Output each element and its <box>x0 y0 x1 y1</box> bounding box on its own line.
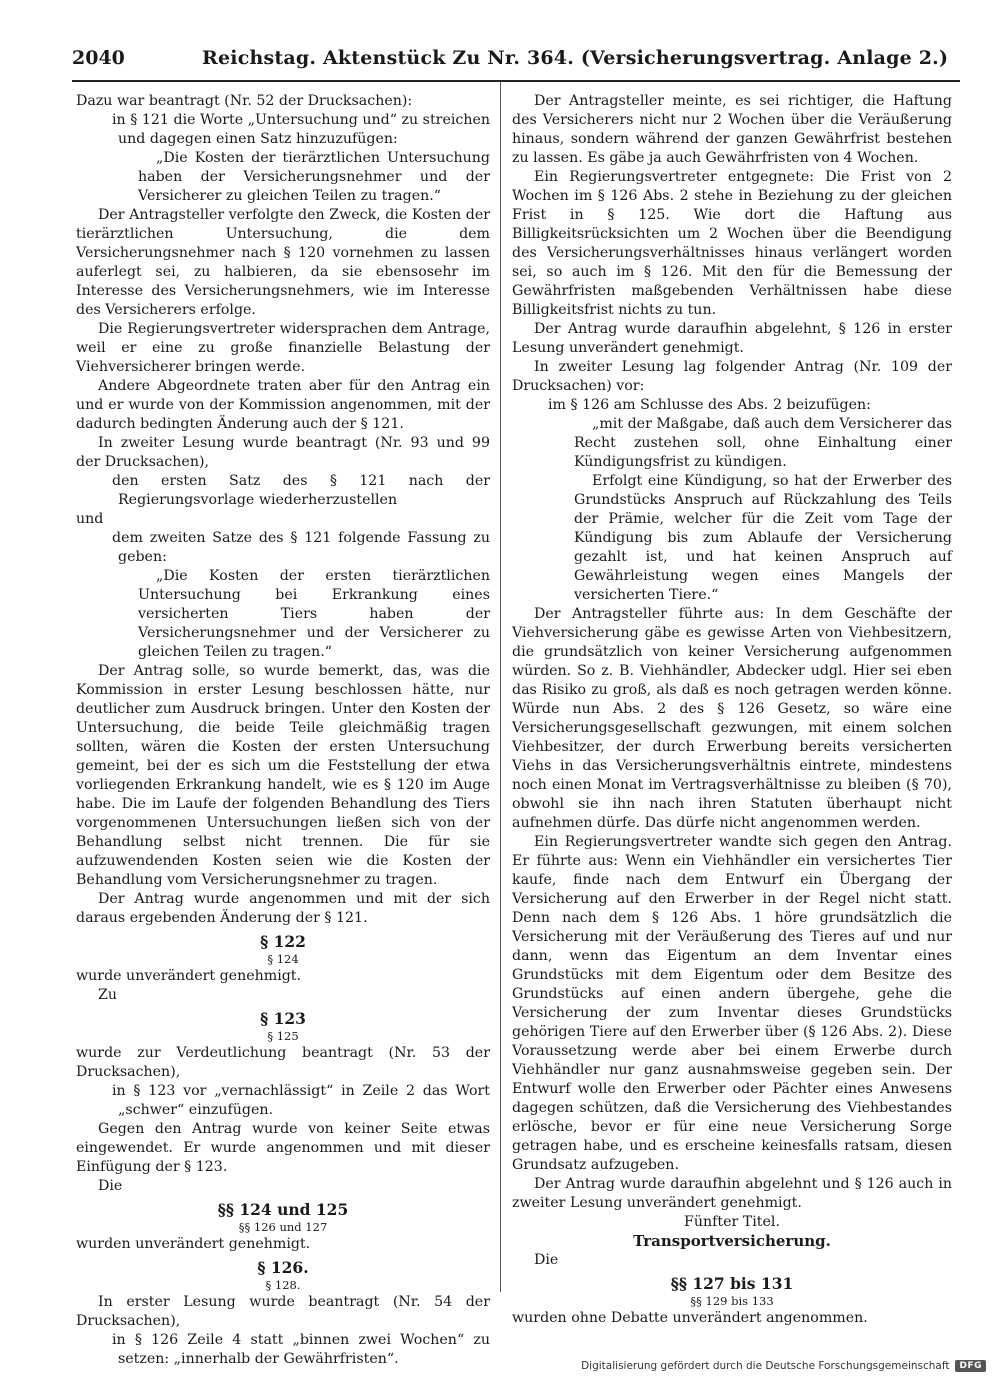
right-column <box>512 92 952 1328</box>
paragraph: wurde unverändert genehmigt. <box>76 968 302 984</box>
column-divider <box>500 82 501 1292</box>
page-header <box>72 47 960 77</box>
paragraph: Fünfter Titel. <box>684 1214 780 1230</box>
section-subheading: § 125 <box>267 1029 299 1043</box>
paragraph: Zu <box>98 987 117 1003</box>
section-heading: § 122 <box>260 932 306 951</box>
paragraph: Erfolgt eine Kündigung, so hat der Erwerber des Grundstücks Anspruch auf Rückzahlung des Teils der Prämie, welcher für die Zeit vom Tage der Kündigung bis zum Ablaufe der Versicherung gezahlt ist, und hat keinen Anspruch auf Gewährleistung wegen eines Mangels der versicherten Tiere.“ <box>574 473 952 603</box>
section-heading: § 126. <box>257 1258 309 1277</box>
paragraph: „Die Kosten der tierärztlichen Untersuchung haben der Versicherungsnehmer und der Versicherer zu gleichen Teilen zu tragen.“ <box>138 150 490 204</box>
paragraph: dem zweiten Satze des § 121 folgende Fassung zu geben: <box>112 530 490 565</box>
running-title: Reichstag. Aktenstück Zu Nr. 364. (Versicherungsvertrag. Anlage 2.) <box>202 47 949 69</box>
paragraph: In erster Lesung wurde beantragt (Nr. 54 der Drucksachen), <box>76 1294 490 1329</box>
paragraph: Der Antrag solle, so wurde bemerkt, das, was die Kommission in erster Lesung beschlossen hätte, nur deutlicher zum Ausdruck bringen. Unter den Kosten der Untersuchung, die beide Teile gleichmäßig tragen sollten, wären die Kosten der ersten Untersuchung gemeint, bei der es sich um die Feststellung der etwa vorliegenden Erkrankung handelt, wie es § 120 im Auge habe. Die im Laufe der folgenden Behandlung des Tiers vorgenommenen Untersuchungen ließen sich von der Behandlung selbst nicht trennen. Die für sie aufzuwendenden Kosten seien wie die Kosten der Behandlung vom Versicherungsnehmer zu tragen. <box>76 663 490 888</box>
paragraph: in § 123 vor „vernachlässigt“ in Zeile 2 das Wort „schwer“ einzufügen. <box>112 1083 490 1118</box>
paragraph: Ein Regierungsvertreter wandte sich gegen den Antrag. Er führte aus: Wenn ein Viehhändler ein versichertes Tier kaufe, finde nach dem Entwurf ein Übergang der Versicherung auf den Erwerber in der Regel nicht statt. Denn nach dem § 126 Abs. 1 höre grundsätzlich die Versicherung mit der Veräußerung des Tieres auf und nur dann, wenn das Eigentum an dem Inventar eines Grundstücks mit dem Eigentum oder dem Besitze des Grundstücks auf einen andern übergehe, gehe die Versicherung der zum Inventar dieses Grundstücks gehörigen Tiere auf den Erwerber über (§ 126 Abs. 2). Diese Voraussetzung werde aber bei einem Erwerbe durch Viehhändler nur ganz ausnahmsweise gegeben sein. Der Entwurf wolle den Erwerber oder Pächter eines Anwesens dagegen schützen, daß die Versicherung des Viehbestandes erlösche, bevor er für eine neue Versicherung Sorge getragen habe, und es erscheine keinesfalls ratsam, diesen Grundsatz aufzugeben. <box>512 834 952 1173</box>
paragraph: Ein Regierungsvertreter entgegnete: Die Frist von 2 Wochen im § 126 Abs. 2 stehe in Beziehung zu der gleichen Frist in § 125. Wie dort die Haftung aus Billigkeitsrücksichten um 2 Wochen über die Beendigung des Versicherungsverhältnisses hinaus verlängert worden sei, so auch im § 126. Mit den für die Bemessung der Gewährfristen maßgebenden Verhältnissen habe diese Billigkeitsfrist nichts zu tun. <box>512 169 952 318</box>
paragraph: Die <box>534 1252 559 1268</box>
paragraph: und <box>76 511 104 527</box>
paragraph: Dazu war beantragt (Nr. 52 der Drucksachen): <box>76 93 413 109</box>
section-heading: §§ 127 bis 131 <box>670 1274 794 1293</box>
left-column <box>76 92 490 1369</box>
paragraph: in § 121 die Worte „Untersuchung und“ zu streichen und dagegen einen Satz hinzuzufügen: <box>112 112 490 147</box>
section-subheading: §§ 126 und 127 <box>238 1220 328 1234</box>
paragraph: den ersten Satz des § 121 nach der Regierungsvorlage wiederherzustellen <box>112 473 490 508</box>
header-rule <box>72 80 960 82</box>
paragraph: Gegen den Antrag wurde von keiner Seite etwas eingewendet. Er wurde angenommen und mit dieser Einfügung der § 123. <box>76 1121 490 1175</box>
footer-text: Digitalisierung gefördert durch die Deutsche Forschungsgemeinschaft <box>581 1360 950 1372</box>
paragraph: Der Antrag wurde daraufhin abgelehnt und § 126 auch in zweiter Lesung unverändert genehmigt. <box>512 1176 952 1211</box>
section-subheading: § 124 <box>267 952 299 966</box>
paragraph: Andere Abgeordnete traten aber für den Antrag ein und er wurde von der Kommission angenommen, mit der dadurch bedingten Änderung auch der § 121. <box>76 378 490 432</box>
paragraph: Transportversicherung. <box>633 1232 831 1250</box>
footer-credit <box>581 1360 986 1372</box>
paragraph: „mit der Maßgabe, daß auch dem Versicherer das Recht zustehen soll, ohne Einhaltung einer Kündigungsfrist zu kündigen. <box>574 416 952 470</box>
paragraph: wurden unverändert genehmigt. <box>76 1236 311 1252</box>
paragraph: Der Antragsteller meinte, es sei richtiger, die Haftung des Versicherers nicht nur 2 Wochen über die Veräußerung hinaus, sondern während der ganzen Gewährfrist bestehen zu lassen. Es gäbe ja auch Gewährfristen von 4 Wochen. <box>512 93 952 166</box>
paragraph: „Die Kosten der ersten tierärztlichen Untersuchung bei Erkrankung eines versicherten Tiers haben der Versicherungsnehmer und der Versicherer zu gleichen Teilen zu tragen.“ <box>138 568 490 660</box>
section-subheading: § 128. <box>265 1278 301 1292</box>
paragraph: wurde zur Verdeutlichung beantragt (Nr. 53 der Drucksachen), <box>76 1045 490 1080</box>
paragraph: Der Antrag wurde daraufhin abgelehnt, § 126 in erster Lesung unverändert genehmigt. <box>512 321 952 356</box>
paragraph: Der Antragsteller führte aus: In dem Geschäfte der Viehversicherung gäbe es gewisse Arten von Viehbesitzern, die grundsätzlich von keiner Versicherung aufgenommen würden. So z. B. Viehhändler, Abdecker udgl. Hier sei eben das Risiko zu groß, als daß es noch getragen werden könne. Würde nun Abs. 2 des § 126 Gesetz, so wäre eine Versicherungsgesellschaft gezwungen, mit einem solchen Viehbesitzer, der durch Erwerbung bereits versicherten Viehs in das Versicherungsverhältnis eintrete, mindestens noch einen Monat im Vertragsverhältnisse zu bleiben (§ 70), obwohl sie ihn nach ihren Statuten überhaupt nicht aufnehmen dürfe. Das dürfe nicht angenommen werden. <box>512 606 952 831</box>
section-heading: §§ 124 und 125 <box>217 1200 349 1219</box>
paragraph: Der Antragsteller verfolgte den Zweck, die Kosten der tierärztlichen Untersuchung, die dem Versicherungsnehmer nach § 120 vornehmen zu lassen auferlegt sei, zu halbieren, da sie ebensosehr im Interesse des Versicherungsnehmers, wie im Interesse des Versicherers erfolge. <box>76 207 490 318</box>
page-number: 2040 <box>72 47 125 69</box>
paragraph: wurden ohne Debatte unverändert angenommen. <box>512 1310 868 1326</box>
section-subheading: §§ 129 bis 133 <box>690 1294 774 1308</box>
paragraph: im § 126 am Schlusse des Abs. 2 beizufügen: <box>548 397 871 413</box>
paragraph: Der Antrag wurde angenommen und mit der sich daraus ergebenden Änderung der § 121. <box>76 891 490 926</box>
paragraph: In zweiter Lesung wurde beantragt (Nr. 93 und 99 der Drucksachen), <box>76 435 490 470</box>
paragraph: in § 126 Zeile 4 statt „binnen zwei Wochen“ zu setzen: „innerhalb der Gewährfristen“. <box>112 1332 490 1367</box>
paragraph: Die Regierungsvertreter widersprachen dem Antrage, weil er eine zu große finanzielle Belastung der Viehversicherer bringen werde. <box>76 321 490 375</box>
paragraph: Die <box>98 1178 123 1194</box>
paragraph: In zweiter Lesung lag folgender Antrag (Nr. 109 der Drucksachen) vor: <box>512 359 952 394</box>
section-heading: § 123 <box>260 1009 306 1028</box>
dfg-logo-icon: DFG <box>955 1360 986 1372</box>
